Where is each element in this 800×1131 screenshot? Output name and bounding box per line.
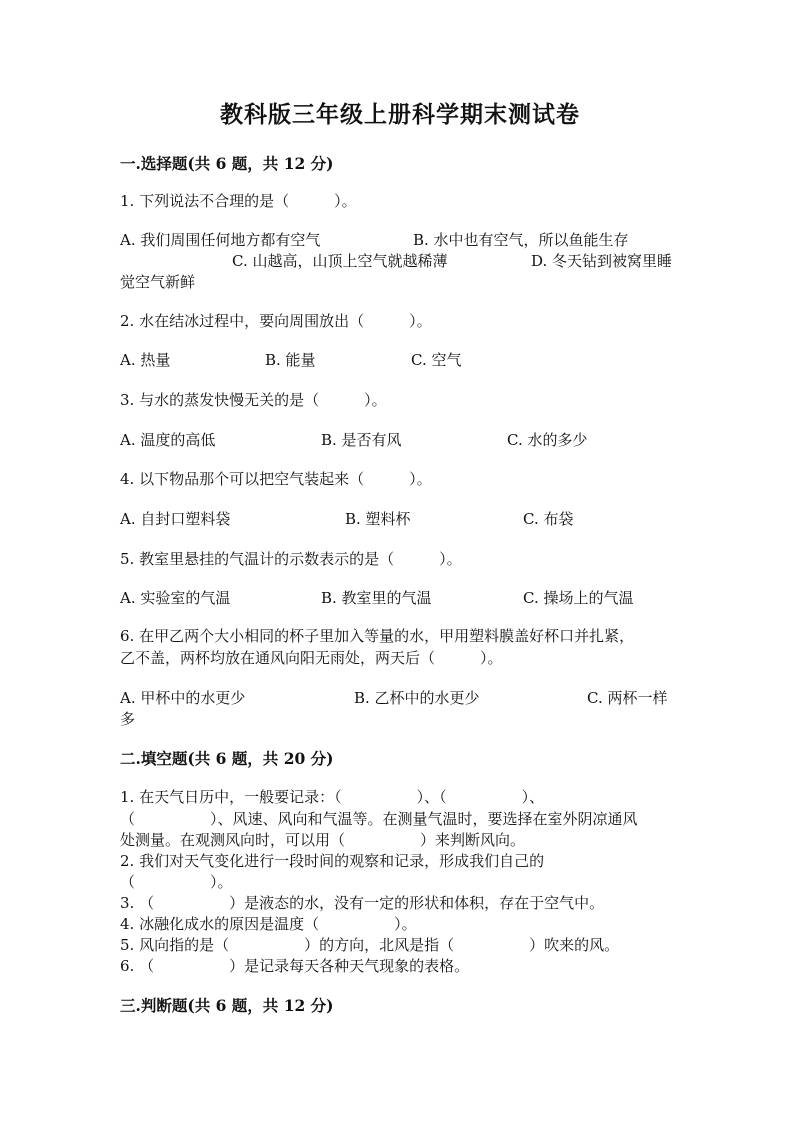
question-6-option-c: C. 两杯一样 [587,689,668,707]
question-3-stem: 3. 与水的蒸发快慢无关的是（ ）。 [120,391,387,409]
section-heading-choice: 一.选择题(共 6 题，共 12 分) [120,154,334,173]
question-1-option-d: D. 冬天钻到被窝里睡 [531,252,673,270]
question-6-stem-line-2: 乙不盖，两杯均放在通风向阳无雨处，两天后（ ）。 [120,649,503,667]
question-5-stem: 5. 教室里悬挂的气温计的示数表示的是（ ）。 [120,550,462,568]
page-title: 教科版三年级上册科学期末测试卷 [220,101,580,128]
question-6-option-b: B. 乙杯中的水更少 [354,689,480,707]
question-4-option-c: C. 布袋 [523,510,574,528]
question-1-option-a: A. 我们周围任何地方都有空气 [120,231,321,249]
question-6-option-a: A. 甲杯中的水更少 [120,689,246,707]
question-2-option-c: C. 空气 [411,351,462,369]
question-5-option-a: A. 实验室的气温 [120,589,231,607]
fill-line-2: （ ）、风速、风向和气温等。在测量气温时，要选择在室外阴凉通风 [120,810,638,828]
question-6-stem-line-1: 6. 在甲乙两个大小相同的杯子里加入等量的水，甲用塑料膜盖好杯口并扎紧， [120,627,635,645]
question-5-option-c: C. 操场上的气温 [523,589,634,607]
section-heading-judge: 三.判断题(共 6 题，共 12 分) [120,996,334,1015]
question-1-stem: 1. 下列说法不合理的是（ ）。 [120,192,357,210]
section-heading-fill: 二.填空题(共 6 题，共 20 分) [120,749,334,768]
question-2-option-a: A. 热量 [120,351,171,369]
question-2-stem: 2. 水在结冰过程中，要向周围放出（ ）。 [120,312,432,330]
question-3-option-c: C. 水的多少 [507,431,588,449]
question-1-option-b: B. 水中也有空气，所以鱼能生存 [413,231,629,249]
question-6-option-c-cont: 多 [120,710,136,728]
fill-line-8: 5. 风向指的是（ ）的方向，北风是指（ ）吹来的风。 [120,936,620,954]
fill-line-4: 2. 我们对天气变化进行一段时间的观察和记录，形成我们自己的 [120,852,545,870]
question-1-option-d-cont: 觉空气新鲜 [120,273,196,291]
question-4-option-a: A. 自封口塑料袋 [120,510,231,528]
fill-line-6: 3. （ ）是液态的水，没有一定的形状和体积，存在于空气中。 [120,894,605,912]
question-4-option-b: B. 塑料杯 [345,510,411,528]
fill-line-1: 1. 在天气日历中，一般要记录：（ ）、（ ）、 [120,788,545,806]
fill-line-9: 6. （ ）是记录每天各种天气现象的表格。 [120,957,470,975]
question-3-option-a: A. 温度的高低 [120,431,216,449]
question-1-option-c: C. 山越高，山顶上空气就越稀薄 [232,252,448,270]
question-4-stem: 4. 以下物品那个可以把空气装起来（ ）。 [120,470,432,488]
question-5-option-b: B. 教室里的气温 [321,589,432,607]
fill-line-5: （ ）。 [120,873,233,891]
question-3-option-b: B. 是否有风 [321,431,402,449]
question-2-option-b: B. 能量 [265,351,316,369]
fill-line-3: 处测量。在观测风向时，可以用（ ）来判断风向。 [120,831,526,849]
fill-line-7: 4. 冰融化成水的原因是温度（ ）。 [120,915,417,933]
